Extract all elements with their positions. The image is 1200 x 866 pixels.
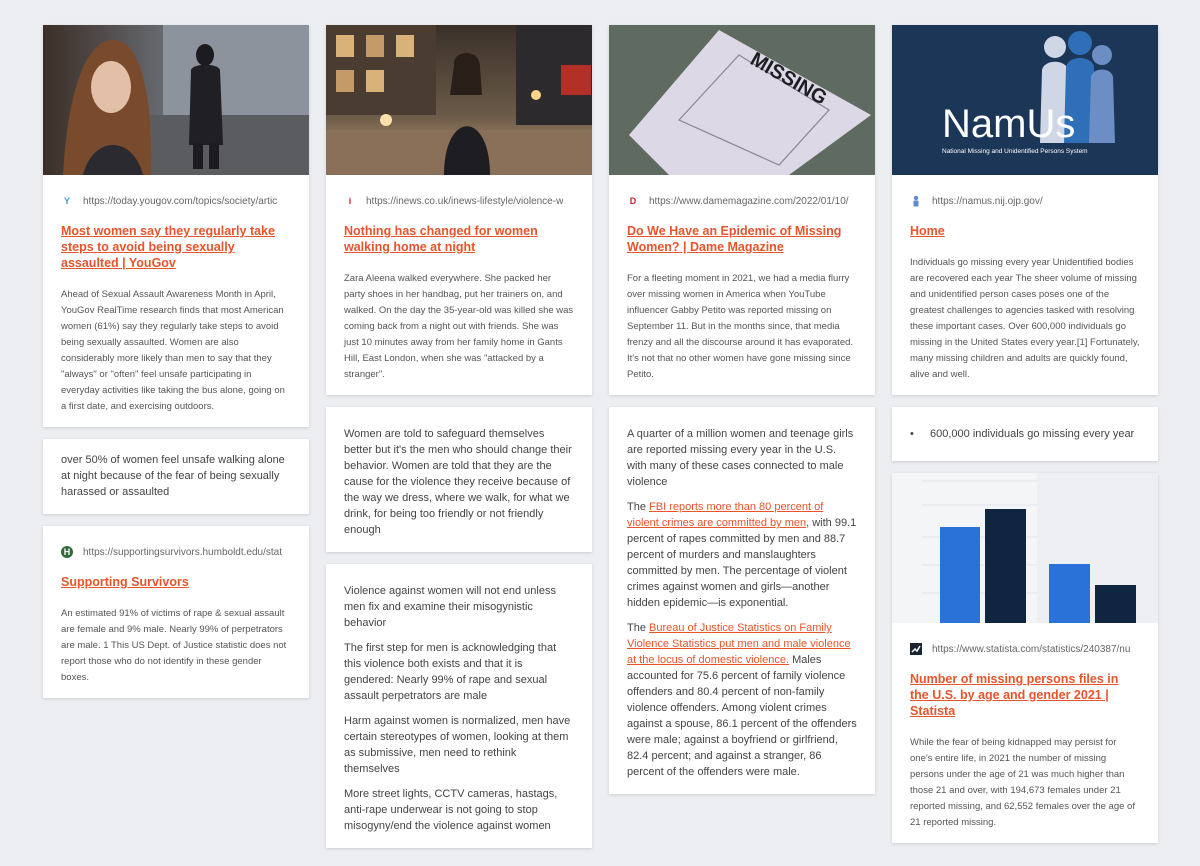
namus-subtitle: National Missing and Unidentified Persons System [942, 148, 1088, 155]
note-card[interactable] [892, 407, 1158, 461]
note-card[interactable] [326, 564, 592, 848]
link-title[interactable]: Supporting Survivors [61, 575, 189, 589]
link-card-dame-magazine[interactable] [609, 25, 875, 395]
link-card-supporting-survivors[interactable] [43, 526, 309, 698]
source-url[interactable]: https://www.statista.com/statistics/240387/nu [910, 641, 1140, 657]
poster-text: MISSING [746, 48, 831, 110]
link-card-namus[interactable] [892, 25, 1158, 395]
humboldt-h-icon: H [61, 546, 73, 558]
bullet-item [910, 426, 1140, 442]
namus-logo-text: NamUs [942, 102, 1076, 146]
note-card[interactable] [326, 407, 592, 552]
link-description: Ahead of Sexual Assault Awareness Month in April, YouGov RealTime research finds that most American women (61%) say they regularly take steps to avoid being sexually assaulted. Women are also considerably more likely than men to say that they "always" or "often" feel unsafe participating in everyday activities like taking the bus alone, going on a first date, and exercising outdoors. [61, 289, 285, 412]
link-description: Individuals go missing every year Unidentified bodies are recovered each year The sheer volume of missing and unidentified person cases poses one of the greatest challenges to agencies tasked with resolving these important cases. Over 600,000 individuals go missing in the United States every year.[1] Fortunately, many missing children and adults are quickly found, alive and well. [910, 257, 1140, 380]
link-card-inews[interactable] [326, 25, 592, 395]
link-description: An estimated 91% of victims of rape & sexual assault are female and 9% male. Nearly 99% of perpetrators are male. 1 This US Dept. of Justice statistic does not report those who do not identify in these gender boxes. [61, 608, 287, 683]
note-text: Violence against women will not end unless men fix and examine their misogynistic behavior [344, 585, 556, 629]
dame-d-icon: D [629, 196, 637, 206]
note-text: The Bureau of Justice Statistics on Family Violence Statistics put men and male violence at the locus of domestic violence. Males accounted for 75.6 percent of family violence offenders and 80.4 percent of non-family violence offenders. Among violent crimes against a spouse, 86.1 percent of the offenders were male; against a boyfriend or girlfriend, 82.4 percent; and against a stranger, 86 percent of the offenders were male. [627, 622, 857, 778]
link-description: While the fear of being kidnapped may persist for one's entire life, in 2021 the number of missing persons under the age of 21 was much higher than those 21 and over, with 194,673 females under 21 reported missing, and 62,552 females over the age of 21 reported missing. [910, 737, 1135, 828]
note-text: Women are told to safeguard themselves better but it's the men who should change their behavior. Women are told that they are the cause for the violence they receive because of the way we dress, where we walk, for what we drink, for being too friendly or not friendly enough [344, 428, 572, 536]
column-2 [326, 25, 592, 860]
link-title[interactable]: Number of missing persons files in the U.S. by age and gender 2021 | Statista [910, 672, 1119, 718]
woman-city-night-photo[interactable] [326, 25, 592, 175]
link-card-yougov[interactable] [43, 25, 309, 427]
link-description: Zara Aleena walked everywhere. She packed her party shoes in her handbag, put her trainers on, and walked. On the day the 35-year-old was killed she was coming back from a night out with friends. She was just 10 minutes away from her family home in Gants Hill, East London, when she was "attacked by a stranger". [344, 273, 574, 380]
note-card[interactable] [609, 407, 875, 794]
column-1 [43, 25, 309, 710]
statista-icon [910, 643, 922, 655]
fbi-report-link[interactable]: FBI reports more than 80 percent of violent crimes are committed by men [627, 501, 824, 529]
namus-icon [910, 195, 922, 207]
source-url[interactable]: https://namus.nij.ojp.gov/ [910, 193, 1140, 209]
inews-i-icon: i [348, 196, 352, 206]
woman-night-street-photo[interactable] [43, 25, 309, 175]
note-text: Harm against women is normalized, men have certain stereotypes of women, looking at them as submissive, men need to rethink themselves [344, 715, 571, 775]
link-card-statista[interactable] [892, 473, 1158, 843]
bullet-dot: • [910, 428, 914, 440]
note-text: A quarter of a million women and teenage girls are reported missing every year in the U.S. with many of these cases connected to male violence [627, 428, 854, 488]
link-title[interactable]: Most women say they regularly take steps to avoid being sexually assaulted | YouGov [61, 224, 275, 270]
source-url[interactable]: Y https://today.yougov.com/topics/society/artic [61, 193, 291, 209]
missing-poster-photo[interactable] [609, 25, 875, 175]
bullet-text: 600,000 individuals go missing every year [930, 428, 1135, 440]
link-description: For a fleeting moment in 2021, we had a media flurry over missing women in America when YouTube influencer Gabby Petito was reported missing on September 11. But in the months since, that media frenzy and all the discourse around it has evaporated. It's not that no other women have gone missing since Petito. [627, 273, 854, 380]
source-url[interactable]: D https://www.damemagazine.com/2022/01/10/ [627, 193, 857, 209]
note-text: The first step for men is acknowledging that this violence both exists and that it is gendered: Nearly 99% of rape and sexual assault perpetrators are male [344, 642, 557, 702]
note-text: over 50% of women feel unsafe walking alone at night because of the fear of being sexually harassed or assaulted [61, 454, 285, 498]
link-title[interactable]: Nothing has changed for women walking home at night [344, 224, 538, 254]
namus-logo-banner[interactable] [892, 25, 1158, 175]
bjs-statistics-link[interactable]: Bureau of Justice Statistics on Family Violence Statistics put men and male violence at the locus of domestic violence. [627, 622, 851, 666]
note-text: More street lights, CCTV cameras, hastags, anti-rape underwear is not going to stop misogyny/end the violence against women [344, 788, 558, 832]
column-4 [892, 25, 1158, 855]
note-text: The FBI reports more than 80 percent of violent crimes are committed by men, with 99.1 percent of rapes committed by men and 88.7 percent of murders and manslaughters committed by men. The percentage of violent crimes against women and girls—another hidden epidemic—is exponential. [627, 501, 857, 609]
note-card[interactable] [43, 439, 309, 514]
column-3 [609, 25, 875, 806]
link-title[interactable]: Home [910, 224, 945, 238]
source-url[interactable]: H https://supportingsurvivors.humboldt.edu/stat [61, 544, 291, 560]
source-url[interactable]: i https://inews.co.uk/inews-lifestyle/violence-w [344, 193, 574, 209]
statista-bar-chart-thumbnail[interactable] [892, 473, 1158, 623]
yougov-y-icon: Y [63, 196, 70, 206]
link-title[interactable]: Do We Have an Epidemic of Missing Women? | Dame Magazine [627, 224, 842, 254]
